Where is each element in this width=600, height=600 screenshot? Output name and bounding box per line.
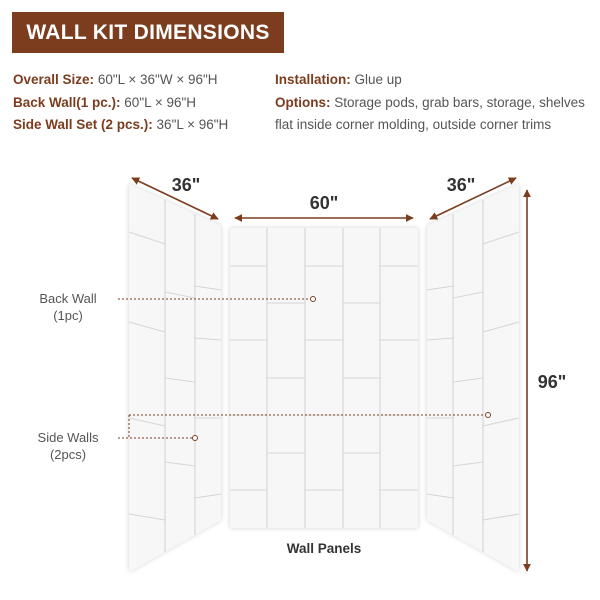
spec-value: 36"L × 96"H bbox=[156, 117, 229, 132]
spec-value: 60"L × 96"H bbox=[124, 94, 197, 110]
spec-label: Side Wall Set (2 pcs.): bbox=[13, 117, 153, 132]
left-width-label: 36" bbox=[171, 175, 201, 195]
callout-dot bbox=[193, 436, 198, 441]
back-width-label: 60" bbox=[309, 193, 339, 213]
callout-label: Side Walls bbox=[37, 430, 99, 445]
spec-label: Back Wall(1 pc.): bbox=[13, 94, 121, 110]
spec-value: Glue up bbox=[354, 72, 402, 87]
spec-value: Storage pods, grab bars, storage, shelves bbox=[334, 94, 585, 110]
spec-value: flat inside corner molding, outside corner trims bbox=[275, 117, 552, 132]
callout-dot bbox=[486, 413, 491, 418]
left-side-wall-panel bbox=[129, 184, 221, 572]
spec-label: Options: bbox=[275, 94, 331, 110]
spec-label: Overall Size: bbox=[13, 72, 95, 87]
title-banner: WALL KIT DIMENSIONS bbox=[12, 12, 284, 53]
callout-sublabel: (1pc) bbox=[53, 308, 83, 323]
height-label: 96" bbox=[537, 372, 567, 392]
right-width-label: 36" bbox=[446, 175, 476, 195]
callout-dot bbox=[311, 297, 316, 302]
wall-panels-caption: Wall Panels bbox=[286, 541, 362, 556]
spec-label: Installation: bbox=[275, 72, 351, 87]
spec-value: 60"L × 36"W × 96"H bbox=[97, 72, 218, 87]
right-side-wall-panel bbox=[427, 184, 519, 572]
back-wall-panel bbox=[230, 228, 418, 528]
callout-sublabel: (2pcs) bbox=[49, 447, 87, 462]
callout-label: Back Wall bbox=[39, 291, 97, 306]
